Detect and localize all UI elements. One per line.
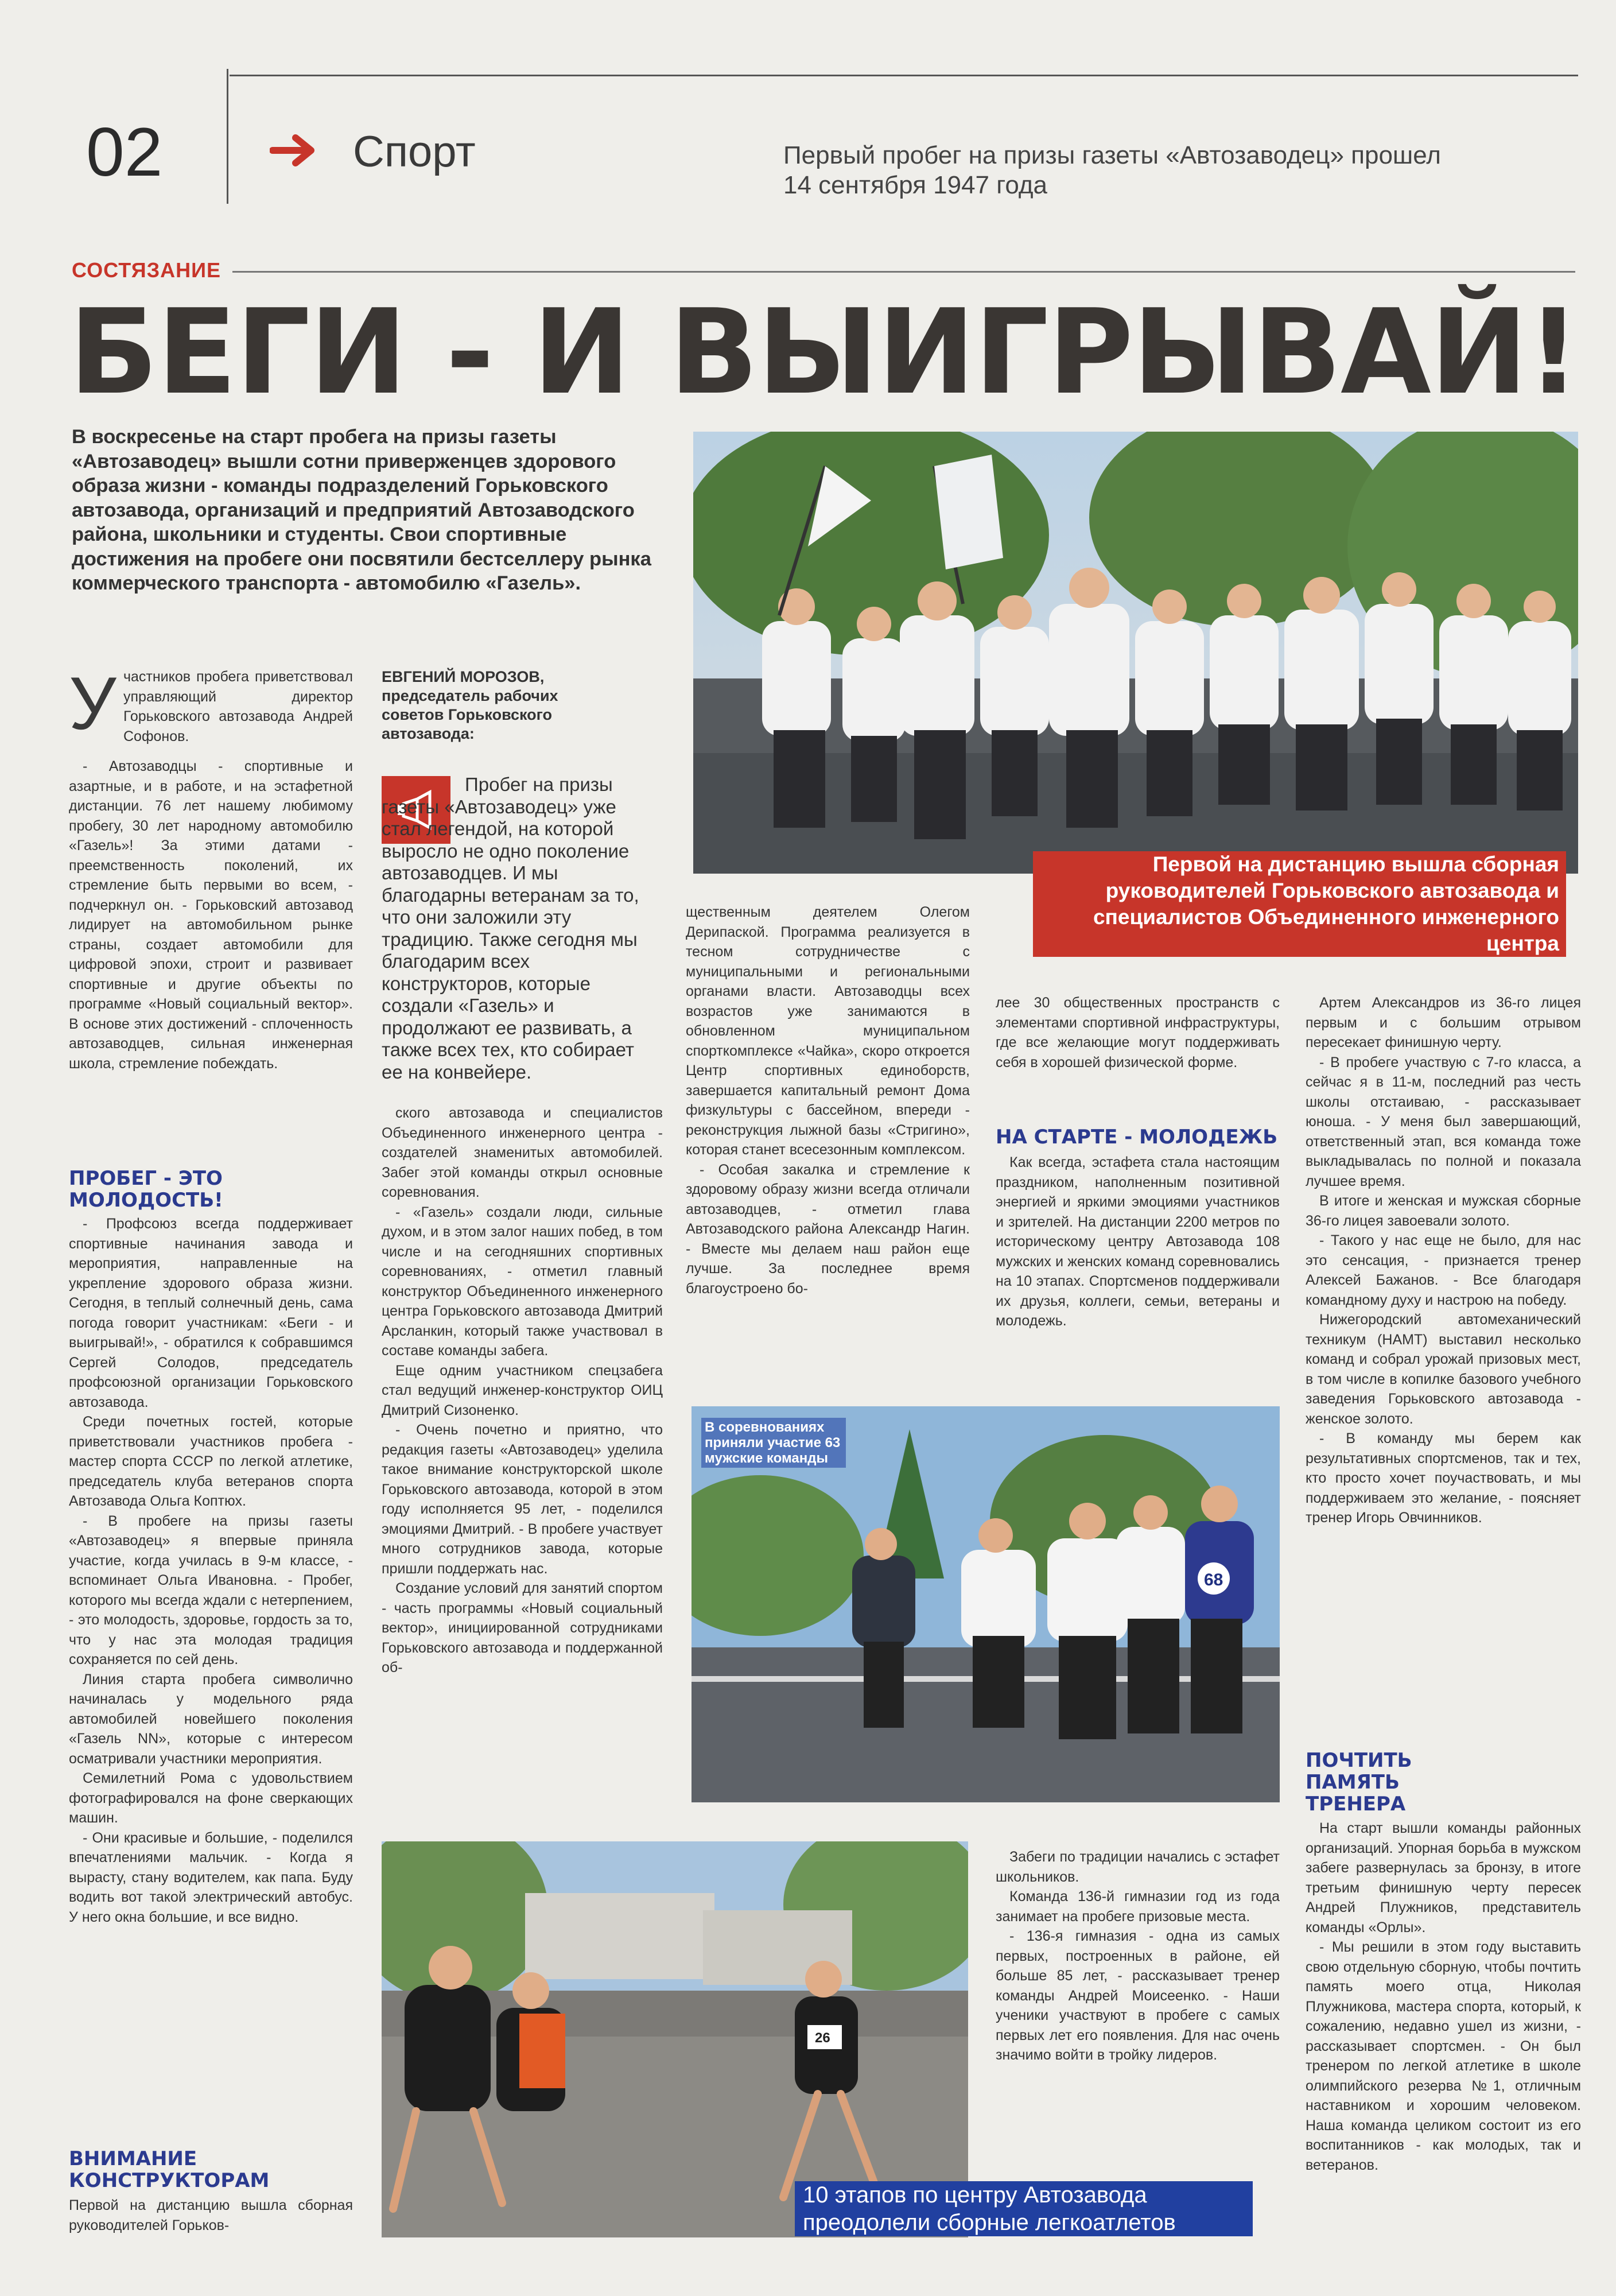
section-title: Спорт [353,127,476,176]
col1-body [69,757,353,1073]
rubric: СОСТЯЗАНИЕ [72,258,222,282]
paragraph: В итоге и женская и мужская сборные 36-го лицея завоевали золото. [1306,1193,1581,1229]
paragraph: - В пробеге на призы газеты «Автозаводец» я впервые приняла участие, когда училась в 9-м классе, - вспоминает Ольга Ивановна. - Пробег, которого мы всегда ждали с нетерпением, - это молодость, здоровье, гордость за то, что у нас эта молодая традиция сохраняется по сей день. [69,1512,353,1667]
header-tagline: Первый пробег на призы газеты «Автозаводец» прошел 14 сентября 1947 года [783,141,1441,199]
headline: БЕГИ - И ВЫИГРЫВАЙ! [69,285,1579,421]
subhead-2: ВНИМАНИЕ КОНСТРУКТОРАМ [69,2147,270,2192]
paragraph: Забеги по традиции начались с эстафет школьников. [996,1849,1280,1885]
paragraph: - Очень почетно и приятно, что редакция газеты «Автозаводец» уделила такое внимание конструкторской школе Горьковского автозавода, которой в этом году исполняется 95 лет, - поделился эмоциями Дмитрий. - В пробеге участвует много сотрудников завода, которые пришли поддержать нас. [382,1422,663,1577]
quote-author: ЕВГЕНИЙ МОРОЗОВ, председатель рабочих советов Горьковского автозавода: [382,668,558,742]
paragraph: Команда 136-й гимназии год из года занимает на пробеге призовые места. [996,1888,1280,1925]
header-divider [227,69,228,204]
paragraph: щественным деятелем Олегом Дерипаской. Программа реализуется в тесном сотрудничестве с муниципальными и региональными органами власти. Автозаводцы всех возрастов уже занимаются в обновленном муниципальном спорткомплексе «Чайка», скоро откроется Центр спортивных единоборств, завершается капитальный ремонт Дома физкультуры с бассейном, впереди - реконструкция лыжной базы «Стригино», которая станет всесезонным комплексом. [686,904,970,1158]
paragraph: Артем Александров из 36-го лицея первым и с большим отрывом пересекает финишную черту. [1306,995,1581,1050]
photo1-caption: Первой на дистанцию вышла сборная руководителей Горьковского автозавода и специалистов Объединенного инженерного центра [1033,851,1566,957]
rubric-rule [232,271,1575,273]
paragraph: Линия старта пробега символично начиналась у модельного ряда автомобилей новейшего поколения «Газель NN», которые с интересом осматривали участники мероприятия. [69,1671,353,1767]
paragraph: - Мы решили в этом году выставить свою отдельную сборную, чтобы почтить память моего отца, Николая Плужникова, мастера спорта, который, к сожалению, недавно ушел из жизни, - рассказывает спортсмен. - Он был тренером по легкой атлетике в школе олимпийского резерва №1, отличным наставником и хорошим человеком. Наша команда целиком состоит из его воспитанников - как молодых, так и ветеранов. [1306,1939,1581,2173]
paragraph: лее 30 общественных пространств с элементами спортивной инфраструктуры, где все желающие могут поддерживать себя в хорошей физической форме. [996,995,1280,1071]
bib-68: 68 [1204,1570,1223,1589]
col4c-body [996,1847,1280,2065]
lead-paragraph: В воскресенье на старт пробега на призы газеты «Автозаводец» вышли сотни приверженцев здорового образа жизни - команды подразделений Горьковского автозавода, организаций и предприятий Автозаводского района, школьники и студенты. Свои спортивные достижения на пробеге они посвятили бестселлеру рынка коммерческого транспорта - автомобилю «Газель». [72,426,651,594]
paragraph: - Особая закалка и стремление к здоровому образу жизни всегда отличали автозаводцев, - отметил глава Автозаводского района Александр Нагин. - Вместе мы делаем наш район еще лучше. За последнее время благоустроено бо- [686,1161,970,1297]
col4-body [996,993,1280,1072]
paragraph: Семилетний Рома с удовольствием фотографировался на фоне сверкающих машин. [69,1770,353,1826]
col1b-body [69,1214,353,1927]
paragraph: Еще одним участником спецзабега стал ведущий инженер-конструктор ОИЦ Дмитрий Сизоненко. [382,1362,663,1418]
quote-text: Пробег на призы газеты «Автозаводец» уже стал легендой, на которой выросло не одно поколение автозаводцев. И мы благодарны ветеранам за то, что они заложили эту традицию. Также сегодня мы благодарим всех конструкторов, которые создали «Газель» и продолжают ее развивать, а также всех тех, кто собирает ее на конвейере. [382,774,639,1083]
subhead-3: НА СТАРТЕ - МОЛОДЕЖЬ [996,1126,1278,1149]
paragraph: Нижегородский автомеханический техникум (НАМТ) выставил несколько команд и собрал урожай призовых мест, в том числе в копилке базового учебного заведения Горьковского автозавода - женское золото. [1306,1312,1581,1427]
paragraph: Среди почетных гостей, которые приветствовали участников пробега - мастер спорта СССР по легкой атлетике, председатель клуба ветеранов спорта Автозавода Ольга Коптюх. [69,1414,353,1509]
subhead-1: ПРОБЕГ - ЭТО МОЛОДОСТЬ! [69,1167,223,1212]
photo-relay-school [382,1841,968,2237]
paragraph: - Профсоюз всегда поддерживает спортивные начинания завода и мероприятия, направленные на укрепление здорового образа жизни. Сегодня, в теплый солнечный день, сама погода говорит участникам: «Беги - и выигрывай!», - обратился к собравшимся Сергей Солодов, председатель профсоюзной организации Горьковского автозавода. [69,1216,353,1410]
paragraph: - Такого у нас еще не было, для нас это сенсация, - признается тренер Алексей Бажанов. - Все благодаря командному духу и настрою на победу. [1306,1232,1581,1308]
paragraph: Как всегда, эстафета стала настоящим праздником, наполненным позитивной энергией и яркими эмоциями участников и зрителей. На дистанции 2200 метров по историческому центру Автозавода 108 мужских и женских команд соревновались на 10 этапах. Спортсменов поддерживали их друзья, коллеги, семьи, ветераны и молодежь. [996,1154,1280,1329]
paragraph: - 136-я гимназия - одна из самых первых, построенных в районе, ей больше 85 лет, - рассказывает тренер команды Андрей Моисеенко. - Наши ученики участвуют в пробеге с самых первых лет его появления. Для нас очень значимо войти в тройку лидеров. [996,1928,1280,2063]
page-number: 02 [86,114,163,191]
col3-body [686,902,970,1298]
col2-body [382,1103,663,1678]
paragraph: На старт вышли команды районных организаций. Упорная борьба в мужском забеге развернулась за бронзу, в итоге третьим финишную черту пересек Андрей Плужников, представитель команды «Орлы». [1306,1820,1581,1936]
paragraph: - «Газель» создали люди, сильные духом, и в этом залог наших побед, в том числе и на сегодняшних спортивных соревнованиях, - отметил главный конструктор Объединенного инженерного центра Горьковского автозавода Дмитрий Арсланкин, который также участвовал в составе команды забега. [382,1204,663,1359]
paragraph: ского автозавода и специалистов Объединенного инженерного центра - создателей знаменитых автомобилей. Забег этой команды открыл основные соревнования. [382,1105,663,1200]
bib-26: 26 [815,2030,830,2046]
paragraph: - Они красивые и большие, - поделился впечатлениями мальчик. - Когда я вырасту, стану водителем, как папа. Буду водить вот такой электрический автобус. У него окна большие, и все видно. [69,1829,353,1925]
paragraph: - В пробеге участвую с 7-го класса, а сейчас я в 11-м, последний раз честь школы отстаиваю, - рассказывает юноша. - У меня был завершающий, ответственный этап, вся команда тоже выкладывалась по полной и показала лучшее время. [1306,1054,1581,1189]
col5b-body [1306,1818,1581,2175]
paragraph: - В команду мы берем как результативных спортсменов, так и тех, кто просто хочет поучаствовать, и мы поддерживаем это желание, - поясняет тренер Игорь Овчинников. [1306,1430,1581,1526]
photo2-caption: В соревнованиях приняли участие 63 мужские команды [701,1418,846,1468]
top-rule [230,75,1578,76]
col5-body [1306,993,1581,1528]
photo3-caption: 10 этапов по центру Автозавода преодолели сборные легкоатлетов [795,2181,1253,2236]
dropcap: У [69,661,116,745]
col4b-body [996,1153,1280,1331]
paragraph: - Автозаводцы - спортивные и азартные, и в работе, и на эстафетной дистанции. 76 лет нашему любимому пробегу, 30 лет народному автомобилю «Газель»! За этими датами - преемственность поколений, их стремление быть первыми во всем, - подчеркнул он. - Горьковский автозавод лидирует на автомобильном рынке страны, создает автомобили для цифровой эпохи, строит и развивает спортивные и другие объекты по программе «Новый социальный вектор». В основе этих достижений - сплоченность автозаводцев, сильная инженерная школа, стремление побеждать. [69,758,353,1072]
subhead-4: ПОЧТИТЬ ПАМЯТЬ ТРЕНЕРА [1306,1749,1412,1816]
photo-runners-leaders [693,432,1578,874]
paragraph: Создание условий для занятий спортом - часть программы «Новый социальный вектор», инициированной сотрудниками Горьковского автозавода и поддержанной об- [382,1580,663,1676]
col1c-body: Первой на дистанцию вышла сборная руководителей Горьков- [69,2197,353,2233]
col1-intro: частников пробега приветствовал управляющий директор Горьковского автозавода Андрей Софонов. [123,669,353,744]
arrow-right-icon [270,133,321,168]
